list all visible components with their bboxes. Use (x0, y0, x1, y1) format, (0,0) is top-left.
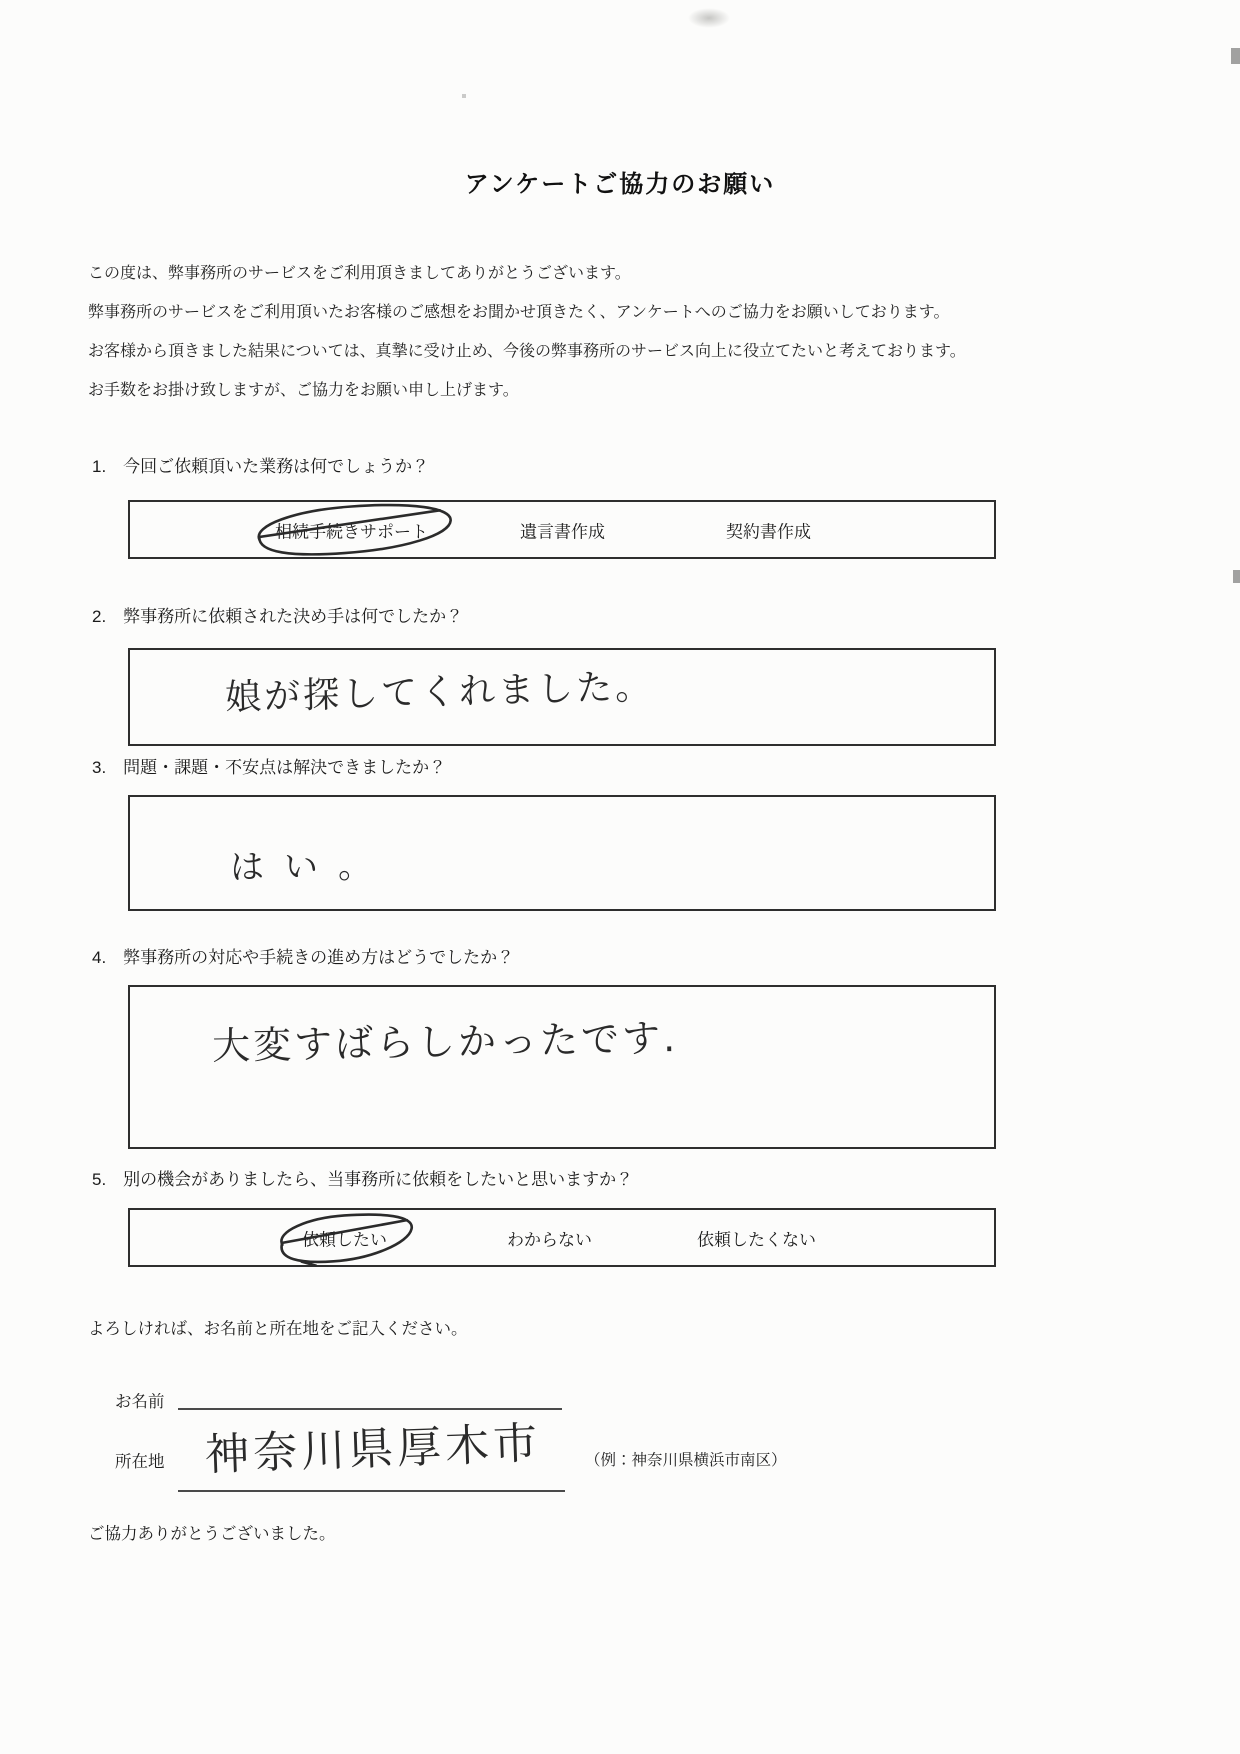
question-5-option-do-not-want (697, 1225, 816, 1250)
question-4-text: 4. 弊事務所の対応や手続きの進め方はどうでしたか？ (92, 948, 515, 967)
intro-line-3: お客様から頂きました結果については、真摯に受け止め、今後の弊事務所のサービス向上に役立てたいと考えております。 (88, 343, 966, 360)
question-5-option-not-sure (507, 1225, 592, 1250)
scan-artifact (462, 94, 466, 98)
question-2-answer-box (128, 648, 996, 746)
option-label: 依頼したい (302, 1230, 387, 1249)
option-label: 相続手続きサポート (275, 522, 428, 541)
location-example-text: （例：神奈川県横浜市南区） (585, 1452, 787, 1469)
question-2-text: 2. 弊事務所に依頼された決め手は何でしたか？ (92, 607, 464, 626)
question-2-handwritten-answer: 娘が探してくれました。 (224, 666, 655, 719)
question-4-answer-box (128, 985, 996, 1149)
option-label: 契約書作成 (726, 522, 811, 541)
intro-line-1: この度は、弊事務所のサービスをご利用頂きましてありがとうございます。 (88, 265, 631, 282)
option-label: 依頼したくない (697, 1230, 816, 1249)
intro-line-2: 弊事務所のサービスをご利用頂いたお客様のご感想をお聞かせ頂きたく、アンケートへのご協力をお願いしております。 (88, 304, 950, 321)
question-3-text: 3. 問題・課題・不安点は解決できましたか？ (92, 758, 447, 777)
question-1-option-will-drafting (520, 517, 605, 542)
intro-paragraphs (88, 262, 1148, 418)
question-5-text: 5. 別の機会がありましたら、当事務所に依頼をしたいと思いますか？ (92, 1170, 634, 1189)
question-5-option-want-to-request (302, 1225, 387, 1250)
question-3-handwritten-answer: はい。 (229, 846, 393, 888)
name-field-label: お名前 (115, 1393, 165, 1411)
scan-artifact (1231, 48, 1240, 64)
location-field-label: 所在地 (115, 1453, 165, 1471)
question-1-option-contract-drafting (726, 517, 811, 542)
question-1-text: 1. 今回ご依頼頂いた業務は何でしょうか？ (92, 457, 430, 476)
page-title: アンケートご協力のお願い (464, 171, 776, 199)
scan-smudge (688, 8, 730, 28)
location-handwritten-value: 神奈川県厚木市 (204, 1418, 542, 1481)
location-field-line (178, 1490, 565, 1492)
scan-artifact (1233, 570, 1240, 583)
question-1-options-box (128, 500, 996, 559)
option-label: わからない (507, 1230, 592, 1249)
question-4-handwritten-answer: 大変すばらしかったです. (211, 1015, 679, 1069)
intro-line-4: お手数をお掛け致しますが、ご協力をお願い申し上げます。 (88, 382, 519, 399)
question-1-option-inheritance-support (275, 517, 428, 542)
question-5-options-box (128, 1208, 996, 1267)
option-label: 遺言書作成 (520, 522, 605, 541)
thanks-text: ご協力ありがとうございました。 (88, 1525, 336, 1543)
footer-request-text: よろしければ、お名前と所在地をご記入ください。 (88, 1320, 468, 1338)
question-3-answer-box (128, 795, 996, 911)
